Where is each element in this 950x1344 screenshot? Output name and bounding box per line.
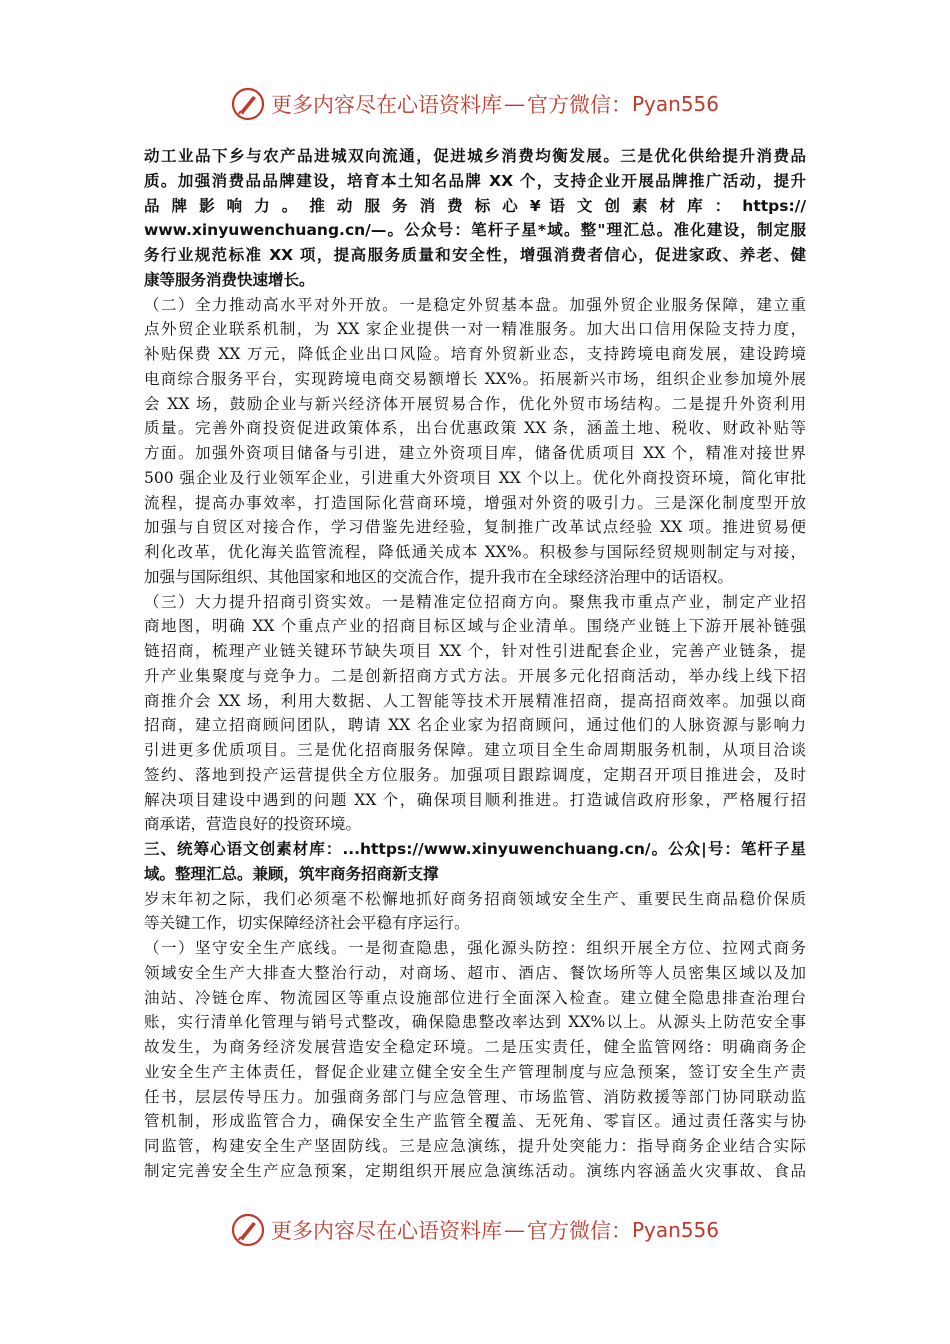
footer-banner	[0, 1210, 950, 1250]
text-line: 账，实行清单化管理与销号式整改，确保隐患整改率达到 XX%以上。从源头上防范安全事	[144, 1013, 806, 1032]
brush-logo-icon	[231, 1213, 265, 1247]
banner-separator: —	[503, 92, 525, 116]
text-line: 业安全生产主体责任，督促企业建立健全安全生产管理制度与应急预案，签订安全生产责	[144, 1062, 806, 1081]
text-line: 商承诺，营造良好的投资环境。	[144, 815, 362, 834]
banner-text: 更多内容尽在心语资料库	[270, 93, 502, 117]
text-line: 质。加强消费品品牌建设，培育本土知名品牌 XX 个，支持企业开展品牌推广活动，提升	[144, 171, 806, 190]
text-line: 油站、冷链仓库、物流园区等重点设施部位进行全面深入检查。建立健全隐患排查治理台	[144, 988, 806, 1007]
text-line: （二）全力推动高水平对外开放。一是稳定外贸基本盘。加强外贸企业服务保障，建立重	[144, 295, 806, 314]
text-line: 加强与国际组织、其他国家和地区的交流合作，提升我市在全球经济治理中的话语权。	[144, 567, 734, 586]
text-line: 补贴保费 XX 万元，降低企业出口风险。培育外贸新业态，支持跨境电商发展，建设跨境	[144, 345, 806, 363]
text-line: 会 XX 场，鼓励企业与新兴经济体开展贸易合作，优化外贸市场结构。二是提升外资利用	[144, 394, 806, 413]
text-line: 升产业集聚度与竞争力。二是创新招商方式方法。开展多元化招商活动，举办线上线下招	[144, 666, 806, 685]
text-line: 招商，建立招商顾问团队，聘请 XX 名企业家为招商顾问，通过他们的人脉资源与影响力	[144, 716, 806, 735]
text-line: 康等服务消费快速增长。	[144, 270, 315, 289]
banner-wechat-label: 官方微信：	[526, 93, 632, 117]
text-line: 动工业品下乡与农产品进城双向流通，促进城乡消费均衡发展。三是优化供给提升消费品	[144, 147, 806, 165]
text-line: 任书，层层传导压力。加强商务部门与应急管理、市场监管、消防救援等部门协同联动监	[144, 1087, 806, 1106]
text-line: 同监管，构建安全生产坚固防线。三是应急演练，提升处突能力：指导商务企业结合实际	[144, 1137, 806, 1155]
text-line: 域。整理汇总。兼顾，筑牢商务招商新支撑	[144, 864, 439, 883]
text-line: 品 牌 影 响 力 。 推 动 服 务 消 费 标 心 ¥ 语 文 创 素 材 库 ： https://	[144, 196, 806, 215]
text-line: 签约、落地到投产运营提供全方位服务。加强项目跟踪调度，定期召开项目推进会，及时	[144, 765, 806, 784]
text-line: 链招商，梳理产业链关键环节缺失项目 XX 个，针对性引进配套企业，完善产业链条，提	[144, 642, 806, 660]
text-line: 岁末年初之际，我们必须毫不松懈地抓好商务招商领域安全生产、重要民生商品稳价保质	[144, 889, 806, 908]
text-line: 点外贸企业联系机制，为 XX 家企业提供一对一精准服务。加大出口信用保险支持力度，	[144, 320, 806, 339]
text-line: 引进更多优质项目。三是优化招商服务保障。建立项目全生命周期服务机制，从项目洽谈	[144, 741, 806, 759]
text-line: 商推介会 XX 场，利用大数据、人工智能等技术开展精准招商，提高招商效率。加强以商	[144, 691, 806, 710]
banner-wechat-id: Pyan556	[631, 92, 719, 116]
text-line: www.xinyuwenchuang.cn/—。公众号：笔杆子星*域。整"理汇总。准化建设，制定服	[144, 221, 806, 240]
text-line: 三、统筹心语文创素材库：...https://www.xinyuwenchuang.cn/。公众|号：笔杆子星	[144, 840, 806, 858]
text-line: 加强与自贸区对接合作，学习借鉴先进经验，复制推广改革试点经验 XX 项。推进贸易便	[144, 518, 806, 537]
text-line: 质量。完善外商投资促进政策体系，出台优惠政策 XX 条，涵盖土地、税收、财政补贴等	[144, 419, 806, 438]
banner-separator: —	[503, 1218, 525, 1242]
text-line: 利化改革，优化海关监管流程，降低通关成本 XX%。积极参与国际经贸规则制定与对接，	[144, 543, 806, 561]
banner-wechat-id: Pyan556	[631, 1218, 719, 1242]
text-line: （三）大力提升招商引资实效。一是精准定位招商方向。聚焦我市重点产业，制定产业招	[144, 592, 806, 611]
banner-text: 更多内容尽在心语资料库	[270, 1219, 502, 1243]
text-line: 解决项目建设中遇到的问题 XX 个，确保项目顺利推进。打造诚信政府形象，严格履行招	[144, 790, 806, 809]
text-line: 流程，提高办事效率，打造国际化营商环境，增强对外资的吸引力。三是深化制度型开放	[144, 493, 806, 512]
banner-wechat-label: 官方微信：	[526, 1219, 632, 1243]
text-line: 电商综合服务平台，实现跨境电商交易额增长 XX%。拓展新兴市场，组织企业参加境外展	[144, 369, 806, 388]
text-line: 商地图，明确 XX 个重点产业的招商目标区域与企业清单。围绕产业链上下游开展补链强	[144, 617, 806, 636]
text-line: 管机制，形成监管合力，确保安全生产监管全覆盖、无死角、零盲区。通过责任落实与协	[144, 1112, 806, 1131]
text-line: 方面。加强外资项目储备与引进，建立外资项目库，储备优质项目 XX 个，精准对接世界	[144, 444, 806, 462]
header-banner	[0, 84, 950, 124]
text-line: 等关键工作，切实保障经济社会平稳有序运行。	[144, 914, 470, 933]
text-line: （一）坚守安全生产底线。一是彻查隐患，强化源头防控：组织开展全方位、拉网式商务	[144, 939, 806, 957]
text-line: 领域安全生产大排查大整治行动，对商场、超市、酒店、餐饮场所等人员密集区域以及加	[144, 963, 806, 982]
brush-logo-icon	[231, 87, 265, 121]
text-line: 故发生，为商务经济发展营造安全稳定环境。二是压实责任，健全监管网络：明确商务企	[144, 1038, 806, 1056]
document-body	[144, 144, 806, 1184]
text-line: 制定完善安全生产应急预案，定期组织开展应急演练活动。演练内容涵盖火灾事故、食品	[144, 1161, 806, 1180]
text-line: 务行业规范标准 XX 项，提高服务质量和安全性，增强消费者信心，促进家政、养老、健	[144, 246, 806, 264]
text-line: 500 强企业及行业领军企业，引进重大外资项目 XX 个以上。优化外商投资环境，简化审批	[144, 468, 806, 487]
